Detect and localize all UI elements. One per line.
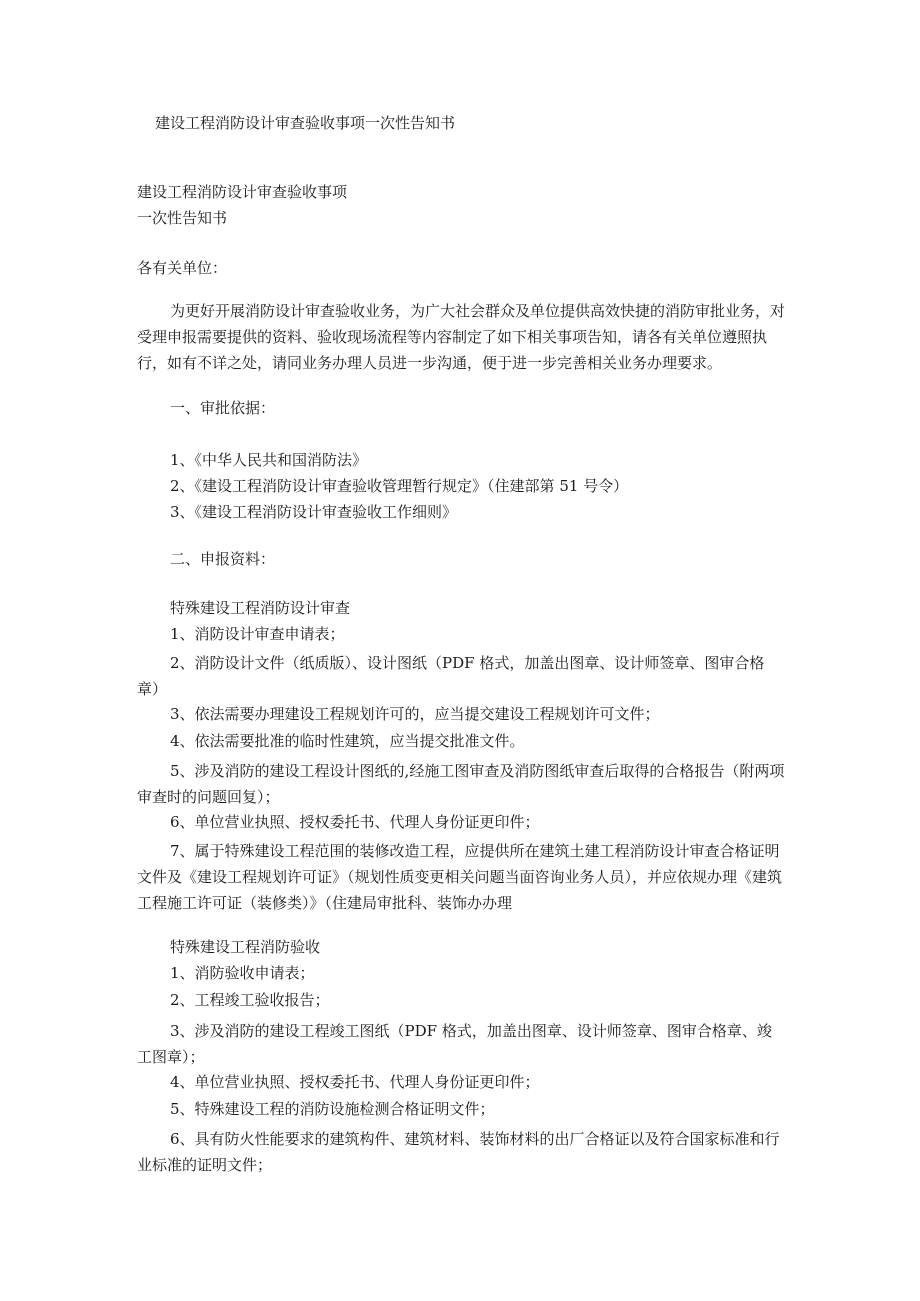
section-2-heading: 二、申报资料： bbox=[170, 550, 276, 568]
acceptance-item: 6、具有防火性能要求的建筑构件、建筑材料、装饰材料的出厂合格证以及符合国家标准和行业标准的证明文件； bbox=[137, 1130, 780, 1174]
design-review-item: 1、消防设计审查申请表； bbox=[170, 625, 345, 643]
acceptance-item: 3、涉及消防的建设工程竣工图纸（PDF 格式，加盖出图章、设计师签章、图审合格章、竣工图章）； bbox=[137, 1022, 772, 1066]
section-1-item: 3、《建设工程消防设计审查验收工作细则》 bbox=[170, 503, 458, 521]
salutation: 各有关单位： bbox=[137, 259, 228, 277]
design-review-item: 2、消防设计文件（纸质版）、设计图纸（PDF 格式，加盖出图章、设计师签章、图审合格章） bbox=[137, 654, 765, 698]
design-review-item: 6、单位营业执照、授权委托书、代理人身份证更印件； bbox=[170, 813, 540, 831]
document-title-line-1: 建设工程消防设计审查验收事项 bbox=[137, 183, 348, 201]
design-review-title: 特殊建设工程消防设计审查 bbox=[170, 599, 351, 617]
design-review-item: 5、涉及消防的建设工程设计图纸的,经施工图审查及消防图纸审查后取得的合格报告（附两项审查时的问题回复）； bbox=[137, 762, 785, 806]
header-title: 建设工程消防设计审查验收事项一次性告知书 bbox=[155, 114, 456, 132]
design-review-item: 3、依法需要办理建设工程规划许可的，应当提交建设工程规划许可文件； bbox=[170, 705, 660, 723]
acceptance-item: 5、特殊建设工程的消防设施检测合格证明文件； bbox=[170, 1100, 495, 1118]
acceptance-item: 4、单位营业执照、授权委托书、代理人身份证更印件； bbox=[170, 1073, 540, 1091]
section-1-item: 2、《建设工程消防设计审查验收管理暂行规定》（住建部第 51 号令） bbox=[170, 477, 629, 495]
document-title-line-2: 一次性告知书 bbox=[137, 209, 228, 227]
section-1-heading: 一、审批依据： bbox=[170, 399, 276, 417]
design-review-item: 4、依法需要批准的临时性建筑，应当提交批准文件。 bbox=[170, 732, 525, 750]
acceptance-title: 特殊建设工程消防验收 bbox=[170, 938, 321, 956]
intro-paragraph: 为更好开展消防设计审查验收业务，为广大社会群众及单位提供高效快捷的消防审批业务，对受理申报需要提供的资料、验收现场流程等内容制定了如下相关事项告知，请各有关单位遵照执行，如有不详之处，请同业务办理人员进一步沟通，便于进一步完善相关业务办理要求。 bbox=[137, 302, 786, 372]
acceptance-item: 1、消防验收申请表； bbox=[170, 964, 315, 982]
acceptance-item: 2、工程竣工验收报告； bbox=[170, 991, 330, 1009]
design-review-item: 7、属于特殊建设工程范围的装修改造工程，应提供所在建筑土建工程消防设计审查合格证明文件及《建设工程规划许可证》（规划性质变更相关问题当面咨询业务人员），并应依规办理《建筑工程施工许可证（装修类）》（住建局审批科、装饰办办理 bbox=[137, 842, 783, 912]
section-1-item: 1、《中华人民共和国消防法》 bbox=[170, 451, 368, 469]
